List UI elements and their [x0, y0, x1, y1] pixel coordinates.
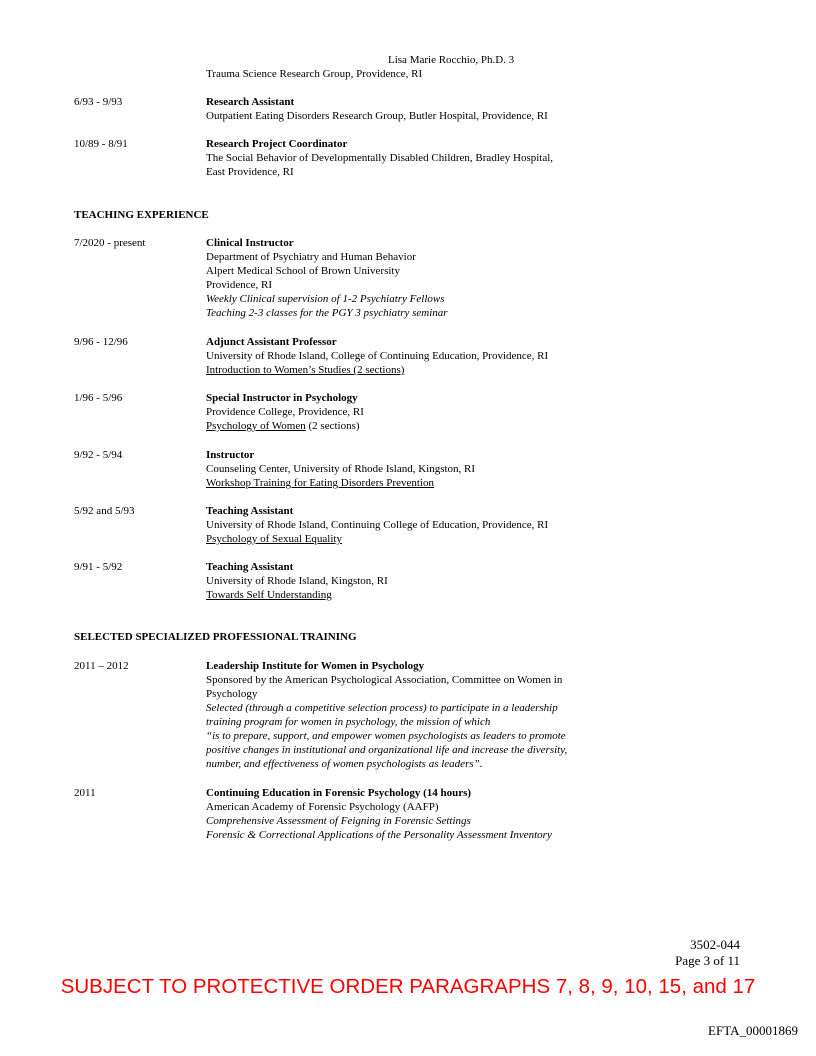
entry-line: The Social Behavior of Developmentally Disabled Children, Bradley Hospital,	[206, 152, 554, 164]
entry-date: 9/92 - 5/94	[74, 449, 123, 461]
entry-date: 1/96 - 5/96	[74, 392, 123, 404]
entry-note: Comprehensive Assessment of Feigning in Forensic Settings	[206, 815, 471, 827]
entry-line: Counseling Center, University of Rhode Island, Kingston, RI	[206, 463, 476, 475]
entry-line: Outpatient Eating Disorders Research Group, Butler Hospital, Providence, RI	[206, 110, 548, 122]
entry-title: Leadership Institute for Women in Psychology	[206, 660, 425, 672]
entry-note: positive changes in institutional and organizational life and increase the diversity,	[206, 744, 568, 756]
course-title: Psychology of Women	[206, 420, 306, 432]
entry-date: 7/2020 - present	[74, 237, 146, 249]
course-title: Towards Self Understanding	[206, 589, 332, 601]
training-heading: SELECTED SPECIALIZED PROFESSIONAL TRAINING	[74, 631, 357, 643]
entry-date: 9/91 - 5/92	[74, 561, 123, 573]
document-number: 3502-044	[690, 937, 740, 952]
entry-line: Providence College, Providence, RI	[206, 406, 364, 418]
bates-number: EFTA_00001869	[708, 1023, 798, 1038]
entry-line: Sponsored by the American Psychological Association, Committee on Women in	[206, 674, 563, 686]
entry-title: Adjunct Assistant Professor	[206, 336, 337, 348]
entry-line: University of Rhode Island, College of Continuing Education, Providence, RI	[206, 350, 549, 362]
course-title: Workshop Training for Eating Disorders Prevention	[206, 477, 434, 489]
entry-note: training program for women in psychology, the mission of which	[206, 716, 491, 728]
entry-date: 6/93 - 9/93	[74, 96, 123, 108]
running-header: Lisa Marie Rocchio, Ph.D. 3	[388, 54, 515, 66]
course-line	[206, 419, 616, 433]
course-title: Psychology of Sexual Equality	[206, 533, 342, 545]
entry-title: Teaching Assistant	[206, 505, 294, 517]
entry-note: Forensic & Correctional Applications of the Personality Assessment Inventory	[206, 829, 552, 841]
entry-note: Teaching 2-3 classes for the PGY 3 psychiatry seminar	[206, 307, 448, 319]
entry-title: Continuing Education in Forensic Psychology (14 hours)	[206, 787, 472, 799]
entry-line: East Providence, RI	[206, 166, 294, 178]
entry-title: Research Assistant	[206, 96, 295, 108]
page-number: Page 3 of 11	[675, 953, 740, 968]
entry-date: 9/96 - 12/96	[74, 336, 128, 348]
entry-note: Weekly Clinical supervision of 1-2 Psychiatry Fellows	[206, 293, 445, 305]
entry-date: 2011 – 2012	[74, 660, 129, 672]
entry-title: Clinical Instructor	[206, 237, 294, 249]
entry-note: Selected (through a competitive selection process) to participate in a leadership	[206, 702, 558, 714]
protective-order-stamp: SUBJECT TO PROTECTIVE ORDER PARAGRAPHS 7, 8, 9, 10, 15, and 17	[60, 975, 756, 998]
entry-note: “is to prepare, support, and empower women psychologists as leaders to promote	[206, 730, 566, 742]
entry-date: 2011	[74, 787, 96, 799]
entry-date: 5/92 and 5/93	[74, 505, 135, 517]
entry-title: Special Instructor in Psychology	[206, 392, 358, 404]
entry-note: number, and effectiveness of women psychologists as leaders”.	[206, 758, 483, 770]
course-suffix: (2 sections)	[305, 420, 360, 432]
entry-line: Providence, RI	[206, 279, 272, 291]
entry-title: Instructor	[206, 449, 255, 461]
entry-line: American Academy of Forensic Psychology (AAFP)	[206, 801, 439, 813]
entry-line: Psychology	[206, 688, 258, 700]
entry-date: 10/89 - 8/91	[74, 138, 128, 150]
entry-line: University of Rhode Island, Kingston, RI	[206, 575, 388, 587]
continued-affiliation: Trauma Science Research Group, Providence, RI	[206, 68, 423, 80]
entry-title: Research Project Coordinator	[206, 138, 348, 150]
course-title: Introduction to Women’s Studies (2 sections)	[206, 364, 405, 376]
entry-title: Teaching Assistant	[206, 561, 294, 573]
entry-line: Department of Psychiatry and Human Behavior	[206, 251, 416, 263]
entry-line: Alpert Medical School of Brown University	[206, 265, 400, 277]
entry-line: University of Rhode Island, Continuing College of Education, Providence, RI	[206, 519, 549, 531]
teaching-heading: TEACHING EXPERIENCE	[74, 209, 209, 221]
